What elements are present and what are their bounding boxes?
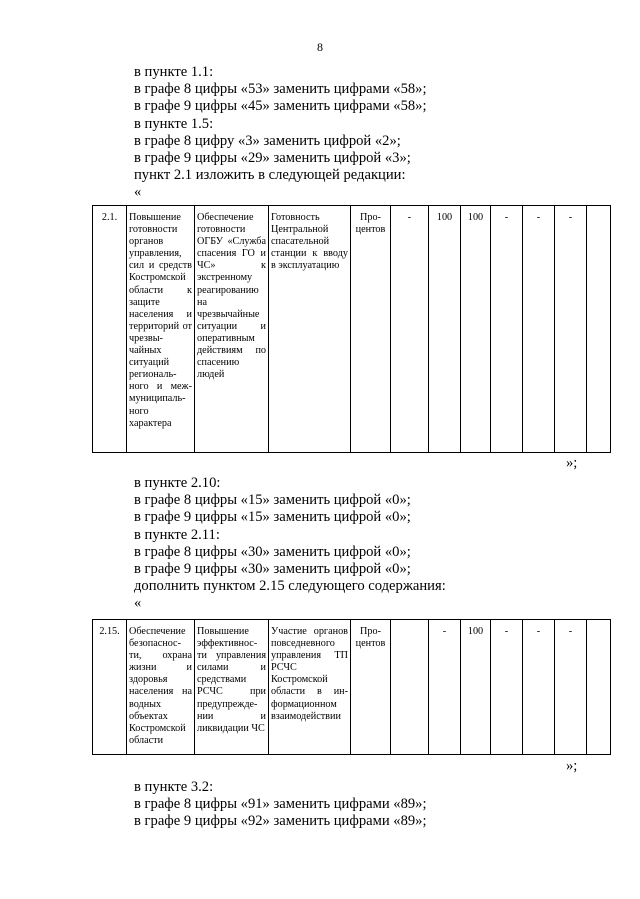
value-cell: - xyxy=(491,620,523,755)
text-line: в графе 8 цифры «53» заменить цифрами «58»; xyxy=(134,81,427,98)
table-row xyxy=(93,206,611,453)
text-line: в графе 9 цифры «45» заменить цифрами «58»; xyxy=(134,98,427,115)
text-line: в пункте 1.5: xyxy=(134,115,214,132)
value-cell: 100 xyxy=(461,620,491,755)
value-cell: - xyxy=(555,620,587,755)
value-cell: - xyxy=(555,206,587,453)
item-number: 2.15. xyxy=(93,620,127,755)
text-line: в графе 8 цифры «30» заменить цифрой «0»; xyxy=(134,543,411,560)
text-line: в графе 9 цифры «15» заменить цифрой «0»; xyxy=(134,509,411,526)
unit-cell: Про-центов xyxy=(351,206,391,453)
task-cell: Повышение готовности органов управления, сил и средств Костромской области к защите населения и территорий от чрезвы-чайных ситуаций региональ-ного и меж-муниципаль-ного характера xyxy=(127,206,195,453)
text-line: в графе 9 цифры «92» заменить цифрами «89»; xyxy=(134,813,427,830)
text-line: в графе 8 цифру «3» заменить цифрой «2»; xyxy=(134,132,401,149)
event-cell: Обеспечение готовности ОГБУ «Служба спасения ГО и ЧС» к экстренному реагированию на чрезвычайные ситуации и оперативным действиям по спасению людей xyxy=(195,206,269,453)
item-number: 2.1. xyxy=(93,206,127,453)
unit-cell: Про-центов xyxy=(351,620,391,755)
table-item-2-1 xyxy=(92,205,611,453)
value-cell: - xyxy=(523,620,555,755)
table-row xyxy=(93,620,611,755)
table-item-2-15 xyxy=(92,619,611,755)
text-line: пункт 2.1 изложить в следующей редакции: xyxy=(134,167,406,184)
text-line: в пункте 2.11: xyxy=(134,526,220,543)
text-line: в графе 8 цифры «91» заменить цифрами «89»; xyxy=(134,796,427,813)
text-line: в графе 9 цифры «30» заменить цифрой «0»; xyxy=(134,561,411,578)
text-line: в графе 9 цифры «29» заменить цифрой «3»; xyxy=(134,150,411,167)
value-cell: - xyxy=(523,206,555,453)
indicator-cell: Участие органов повседневного управления ТП РСЧС Костромской области в ин-формационном взаимодействии xyxy=(269,620,351,755)
closing-quote: »; xyxy=(566,455,578,471)
event-cell: Повышение эффективнос-ти управления силами и средствами РСЧС при предупрежде-нии и ликвидации ЧС xyxy=(195,620,269,755)
amendment-block-2 xyxy=(134,475,446,613)
text-line: в пункте 3.2: xyxy=(134,779,214,795)
amendment-block-3 xyxy=(134,779,427,831)
task-cell: Обеспечение безопаснос-ти, охрана жизни и здоровья населения на водных объектах Костромской области xyxy=(127,620,195,755)
value-cell: - xyxy=(391,206,429,453)
value-cell xyxy=(587,620,611,755)
text-line: в графе 8 цифры «15» заменить цифрой «0»; xyxy=(134,492,411,509)
amendment-block-1 xyxy=(134,64,427,202)
text-line: в пункте 1.1: xyxy=(134,64,214,80)
value-cell: 100 xyxy=(461,206,491,453)
opening-quote: « xyxy=(134,184,142,201)
value-cell: - xyxy=(491,206,523,453)
value-cell: - xyxy=(429,620,461,755)
page-number: 8 xyxy=(317,40,323,54)
closing-quote: »; xyxy=(566,758,578,774)
indicator-cell: Готовность Центральной спасательной станции к вводу в эксплуатацию xyxy=(269,206,351,453)
value-cell xyxy=(587,206,611,453)
opening-quote: « xyxy=(134,595,142,612)
text-line: в пункте 2.10: xyxy=(134,475,221,491)
value-cell xyxy=(391,620,429,755)
value-cell: 100 xyxy=(429,206,461,453)
text-line: дополнить пунктом 2.15 следующего содержания: xyxy=(134,578,446,595)
